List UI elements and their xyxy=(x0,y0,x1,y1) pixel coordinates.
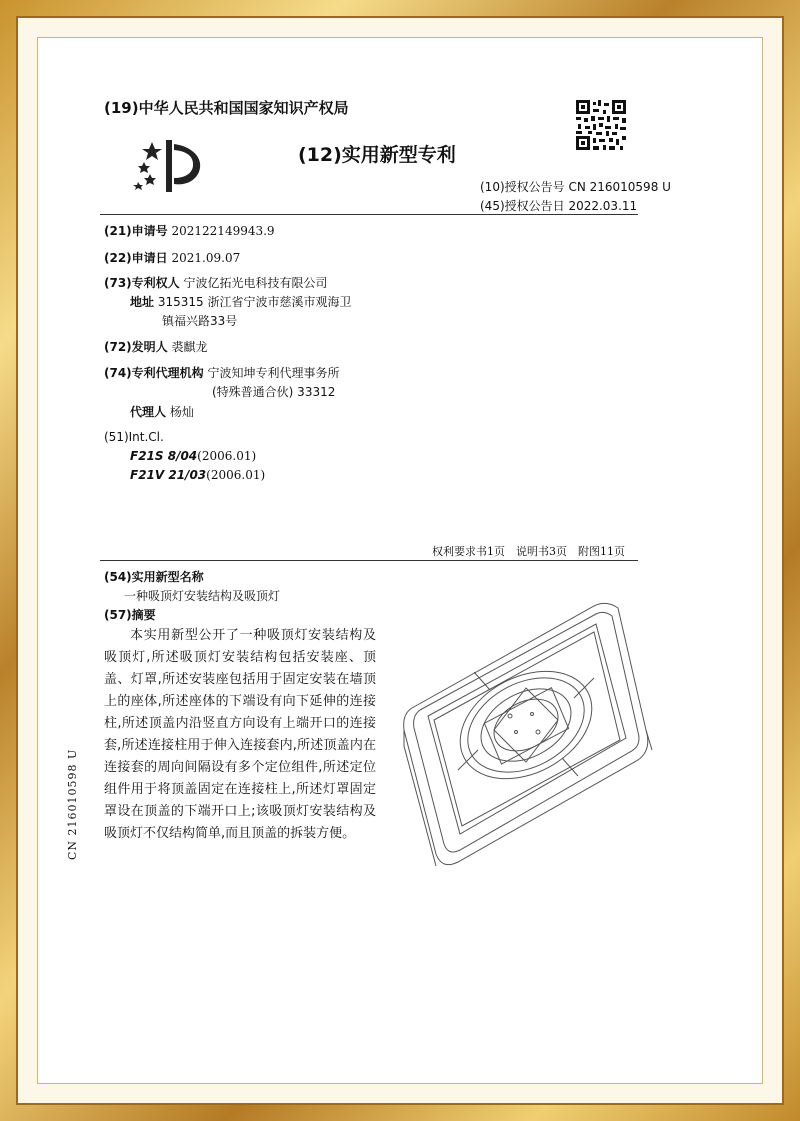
address-line2: 镇福兴路33号 xyxy=(162,314,238,328)
abstract-text: 本实用新型公开了一种吸顶灯安装结构及吸顶灯,所述吸顶灯安装结构包括安装座、顶盖、灯罩,所述安装座包括用于固定安装在墙顶上的座体,所述座体的下端设有向下延伸的连接柱,所述顶盖内沿竖直方向设有上端开口的连接套,所述连接柱用于伸入连接套内,所述顶盖内在连接套的周向间隔设有多个定位组件,所述定位组件用于将顶盖固定在连接柱上,所述灯罩固定罩设在顶盖的下端开口上;该吸顶灯安装结构及吸顶灯不仅结构简单,而且顶盖的拆装方便。 xyxy=(104,628,376,841)
qr-code xyxy=(576,100,626,150)
ipc2-version: (2006.01) xyxy=(206,468,266,482)
page-counts: 权利要求书1页 说明书3页 附图11页 xyxy=(432,545,625,558)
mid-rule xyxy=(100,560,638,561)
lamp-drawing xyxy=(398,600,660,870)
title-label: (54)实用新型名称 xyxy=(104,570,204,584)
ipc2-code: F21V 21/03 xyxy=(130,468,207,482)
publication-number: (10)授权公告号 CN 216010598 U xyxy=(480,180,671,194)
ipc-row-1 xyxy=(130,449,256,463)
cnipa-logo xyxy=(132,138,206,194)
header-rule xyxy=(100,214,638,215)
app-date-row xyxy=(104,249,240,266)
agent-label: 代理人 xyxy=(130,405,167,419)
side-publication-number: CN 216010598 U xyxy=(66,748,79,860)
ipc1-code: F21S 8/04 xyxy=(130,449,198,463)
agent-row xyxy=(130,403,194,420)
agency-line2: (特殊普通合伙) 33312 xyxy=(212,385,336,399)
inventor-row xyxy=(104,338,208,355)
ipc1-version: (2006.01) xyxy=(197,449,257,463)
ipc-row-2 xyxy=(130,468,265,482)
abstract-label: (57)摘要 xyxy=(104,608,156,622)
app-no-row xyxy=(104,222,275,239)
address-row xyxy=(130,293,351,310)
address-line1: 315315 浙江省宁波市慈溪市观海卫 xyxy=(157,295,352,309)
document-type: (12)实用新型专利 xyxy=(298,144,456,166)
app-date: 2021.09.07 xyxy=(171,251,241,265)
address-label: 地址 xyxy=(130,295,155,309)
app-no: 202122149943.9 xyxy=(171,224,275,238)
utility-model-title: 一种吸顶灯安装结构及吸顶灯 xyxy=(124,589,281,603)
app-date-label: (22)申请日 xyxy=(104,251,168,265)
patentee-label: (73)专利权人 xyxy=(104,276,180,290)
inventor-label: (72)发明人 xyxy=(104,340,168,354)
agency-label: (74)专利代理机构 xyxy=(104,366,204,380)
agency-row xyxy=(104,364,340,381)
patentee: 宁波亿拓光电科技有限公司 xyxy=(183,276,328,290)
patentee-row xyxy=(104,274,328,291)
agent: 杨灿 xyxy=(169,405,194,419)
inventor: 裘麒龙 xyxy=(171,340,208,354)
office-name: (19)中华人民共和国国家知识产权局 xyxy=(104,99,349,117)
app-no-label: (21)申请号 xyxy=(104,224,168,238)
agency-line1: 宁波知坤专利代理事务所 xyxy=(207,366,340,380)
publication-date: (45)授权公告日 2022.03.11 xyxy=(480,199,638,213)
ipc-label: (51)Int.Cl. xyxy=(104,430,164,444)
